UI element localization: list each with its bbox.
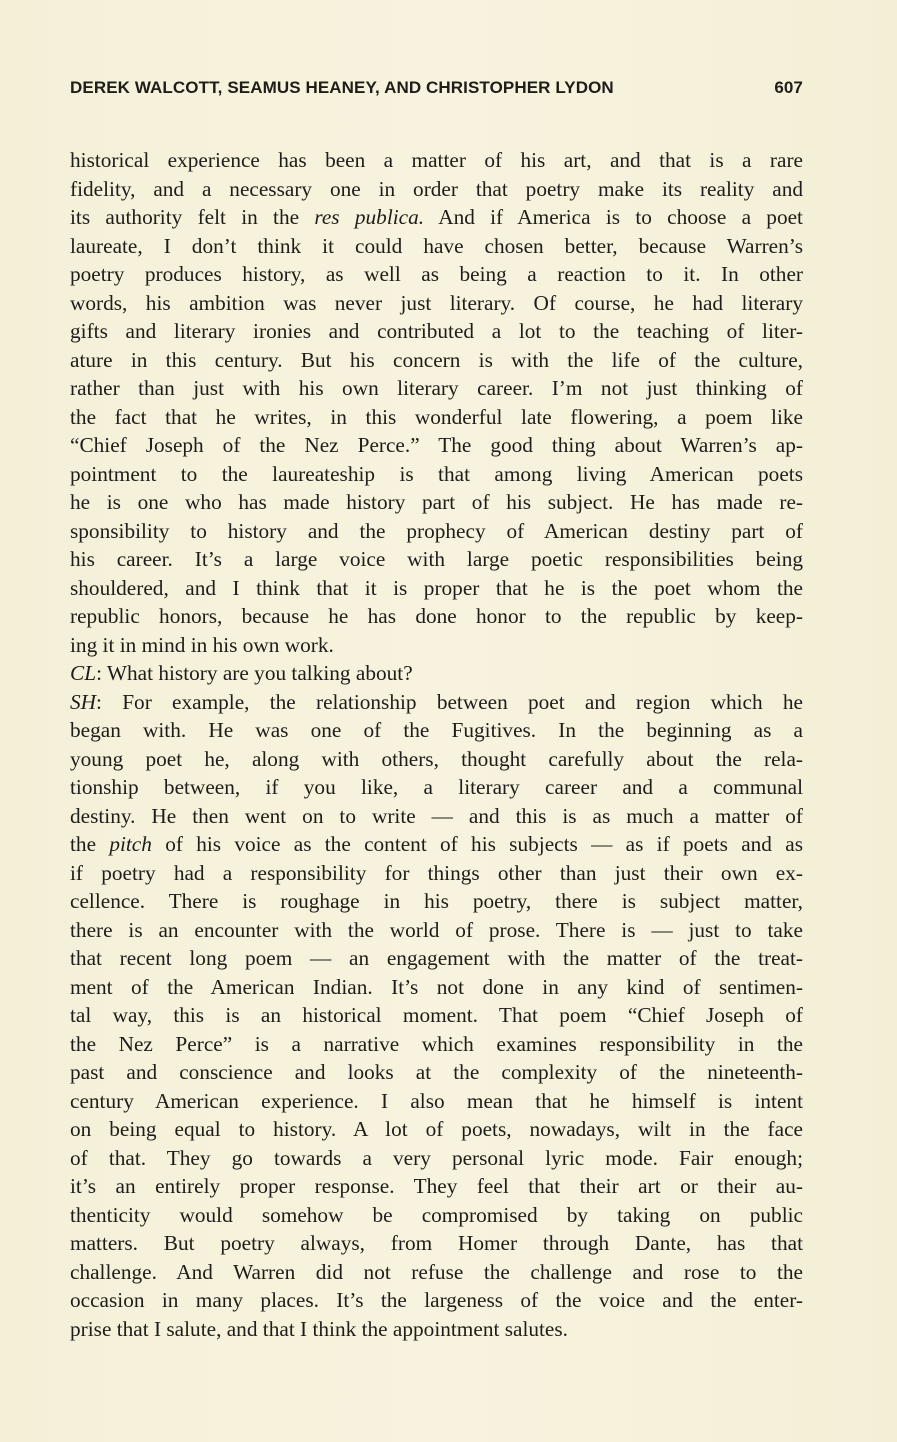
text-line: occasion in many places. It’s the largeness of the voice and the enter-	[70, 1288, 803, 1312]
text-line: he is one who has made history part of his subject. He has made re-	[70, 490, 803, 514]
text-line: fidelity, and a necessary one in order that poetry make its reality and	[70, 176, 803, 201]
text-line: ment of the American Indian. It’s not done in any kind of sentimen-	[70, 974, 803, 999]
text-line: his career. It’s a large voice with large poetic responsibilities being	[70, 547, 803, 571]
text-segment: its authority felt in the	[70, 205, 300, 229]
body-text	[70, 146, 803, 1343]
text-line: gifts and literary ironies and contributed a lot to the teaching of liter-	[70, 319, 803, 343]
text-line: ing it in mind in his own work.	[70, 632, 334, 657]
text-line: sponsibility to history and the prophecy of American destiny part of	[70, 518, 803, 543]
text-line: laureate, I don’t think it could have chosen better, because Warren’s	[70, 233, 803, 258]
page-header	[70, 78, 803, 102]
text-line: that recent long poem — an engagement with the matter of the treat-	[70, 946, 803, 970]
speaker-sh: SH	[70, 689, 97, 714]
text-line: tal way, this is an historical moment. That poem “Chief Joseph of	[70, 1003, 803, 1027]
text-line: ature in this century. But his concern is with the life of the culture,	[70, 347, 803, 372]
sh-answer-line	[70, 688, 803, 717]
text-line: there is an encounter with the world of prose. There is — just to take	[70, 917, 803, 942]
speaker-cl: CL	[70, 661, 97, 685]
text-line: of that. They go towards a very personal lyric mode. Fair enough;	[70, 1145, 803, 1170]
text-line: the fact that he writes, in this wonderful late flowering, a poem like	[70, 404, 803, 429]
text-segment: of his voice as the content of his subjects — as if poets and as	[165, 832, 803, 856]
text-line: the Nez Perce” is a narrative which examines responsibility in the	[70, 1031, 803, 1056]
text-line: it’s an entirely proper response. They feel that their art or their au-	[70, 1174, 803, 1198]
text-line: matters. But poetry always, from Homer through Dante, has that	[70, 1231, 803, 1255]
text-line: tionship between, if you like, a literary career and a communal	[70, 775, 803, 799]
text-line: pointment to the laureateship is that among living American poets	[70, 461, 803, 486]
text-line: republic honors, because he has done honor to the republic by keep-	[70, 604, 803, 628]
cl-question-line	[70, 659, 803, 688]
text-line: young poet he, along with others, thought carefully about the rela-	[70, 746, 803, 771]
text-line: thenticity would somehow be compromised by taking on public	[70, 1202, 803, 1227]
text-line: if poetry had a responsibility for things other than just their own ex-	[70, 860, 803, 885]
text-line: century American experience. I also mean that he himself is intent	[70, 1088, 803, 1113]
text-line: challenge. And Warren did not refuse the challenge and rose to the	[70, 1259, 803, 1284]
text-line: rather than just with his own literary career. I’m not just thinking of	[70, 376, 803, 400]
text-line: words, his ambition was never just literary. Of course, he had literary	[70, 290, 803, 315]
running-head: DEREK WALCOTT, SEAMUS HEANEY, AND CHRISTOPHER LYDON	[70, 78, 614, 97]
text-line	[70, 830, 803, 859]
text-line	[70, 203, 803, 232]
text-line: on being equal to history. A lot of poets, nowadays, wilt in the face	[70, 1117, 803, 1141]
sh-answer-text: : For example, the relationship between poet and region which he	[96, 689, 803, 714]
italic-term: res publica.	[314, 205, 425, 229]
text-line: cellence. There is roughage in his poetry, there is subject matter,	[70, 889, 803, 913]
italic-term: pitch	[109, 832, 152, 856]
text-line: “Chief Joseph of the Nez Perce.” The good thing about Warren’s ap-	[70, 433, 803, 457]
page-number: 607	[774, 78, 803, 97]
text-line: began with. He was one of the Fugitives. In the beginning as a	[70, 718, 803, 742]
text-line: shouldered, and I think that it is proper that he is the poet whom the	[70, 575, 803, 600]
cl-question-text: : What history are you talking about?	[96, 661, 413, 685]
text-line: poetry produces history, as well as being a reaction to it. In other	[70, 262, 803, 286]
text-line: historical experience has been a matter of his art, and that is a rare	[70, 148, 803, 172]
text-segment: And if America is to choose a poet	[438, 205, 803, 229]
text-line: destiny. He then went on to write — and this is as much a matter of	[70, 803, 803, 828]
text-line: prise that I salute, and that I think the appointment salutes.	[70, 1316, 568, 1341]
text-line: past and conscience and looks at the complexity of the nineteenth-	[70, 1060, 803, 1084]
text-segment: the	[70, 832, 97, 856]
